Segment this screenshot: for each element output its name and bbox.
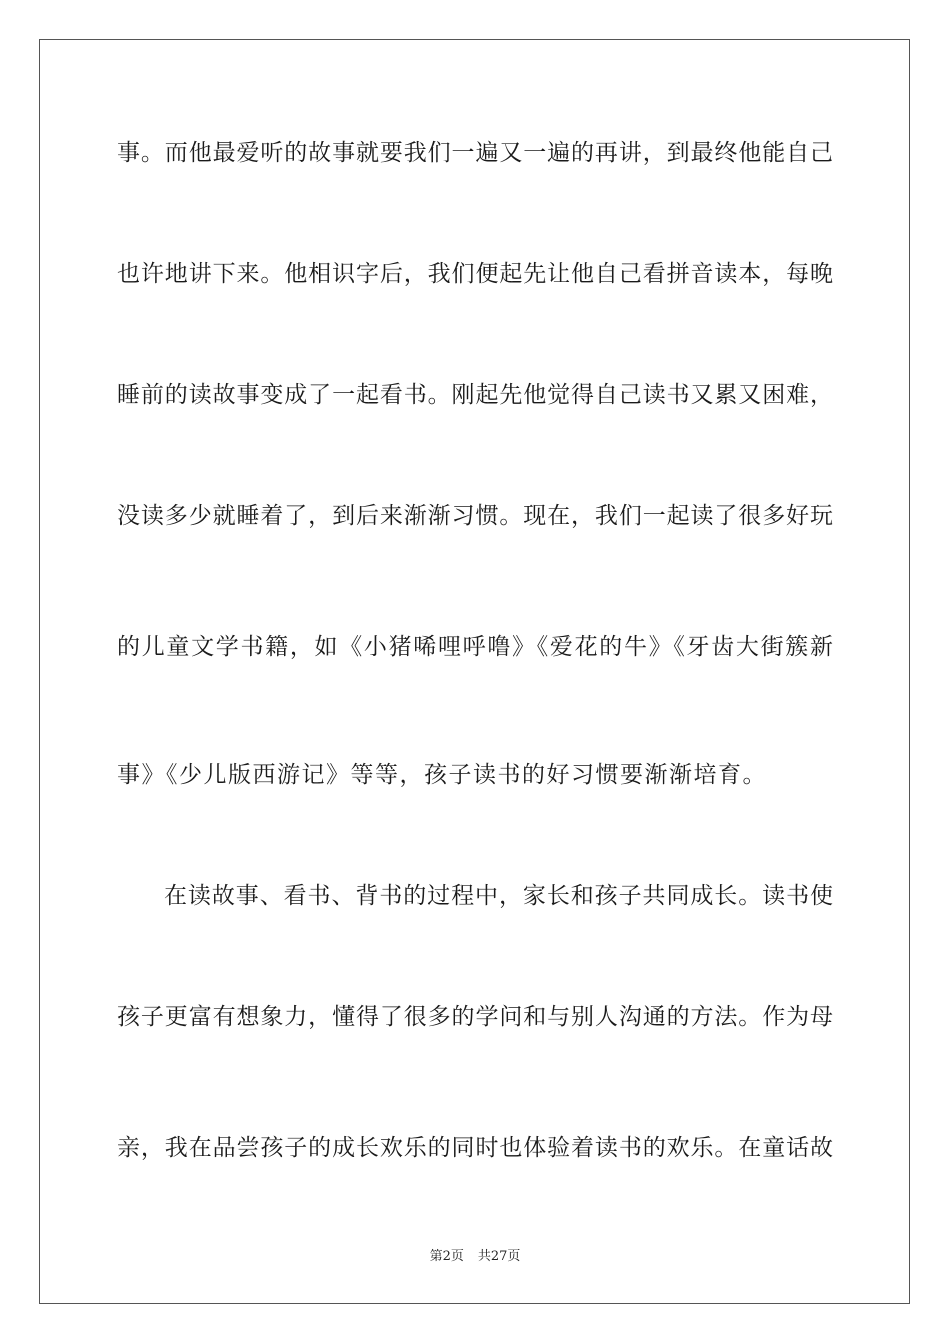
page-number: 第2页 (429, 1249, 464, 1264)
text-line: 睡前的读故事变成了一起看书。刚起先他觉得自己读书又累又困难， (117, 382, 833, 408)
text-line: 事。而他最爱听的故事就要我们一遍又一遍的再讲，到最终他能自己 (117, 140, 833, 166)
page-total: 共27页 (477, 1249, 521, 1264)
page-footer (0, 1249, 950, 1265)
text-line: 事》《少儿版西游记》等等，孩子读书的好习惯要渐渐培育。 (117, 762, 767, 788)
text-line: 没读多少就睡着了，到后来渐渐习惯。现在，我们一起读了很多好玩 (117, 503, 833, 529)
text-line: 也许地讲下来。他相识字后，我们便起先让他自己看拼音读本，每晚 (117, 261, 833, 287)
text-line: 亲，我在品尝孩子的成长欢乐的同时也体验着读书的欢乐。在童话故 (117, 1135, 833, 1161)
page-frame (39, 39, 910, 1304)
text-line: 的儿童文学书籍，如《小猪唏哩呼噜》《爱花的牛》《牙齿大街簇新 (117, 634, 833, 660)
paragraph-first-line: 在读故事、看书、背书的过程中，家长和孩子共同成长。读书使 (164, 883, 833, 909)
text-line: 孩子更富有想象力，懂得了很多的学问和与别人沟通的方法。作为母 (117, 1004, 833, 1030)
